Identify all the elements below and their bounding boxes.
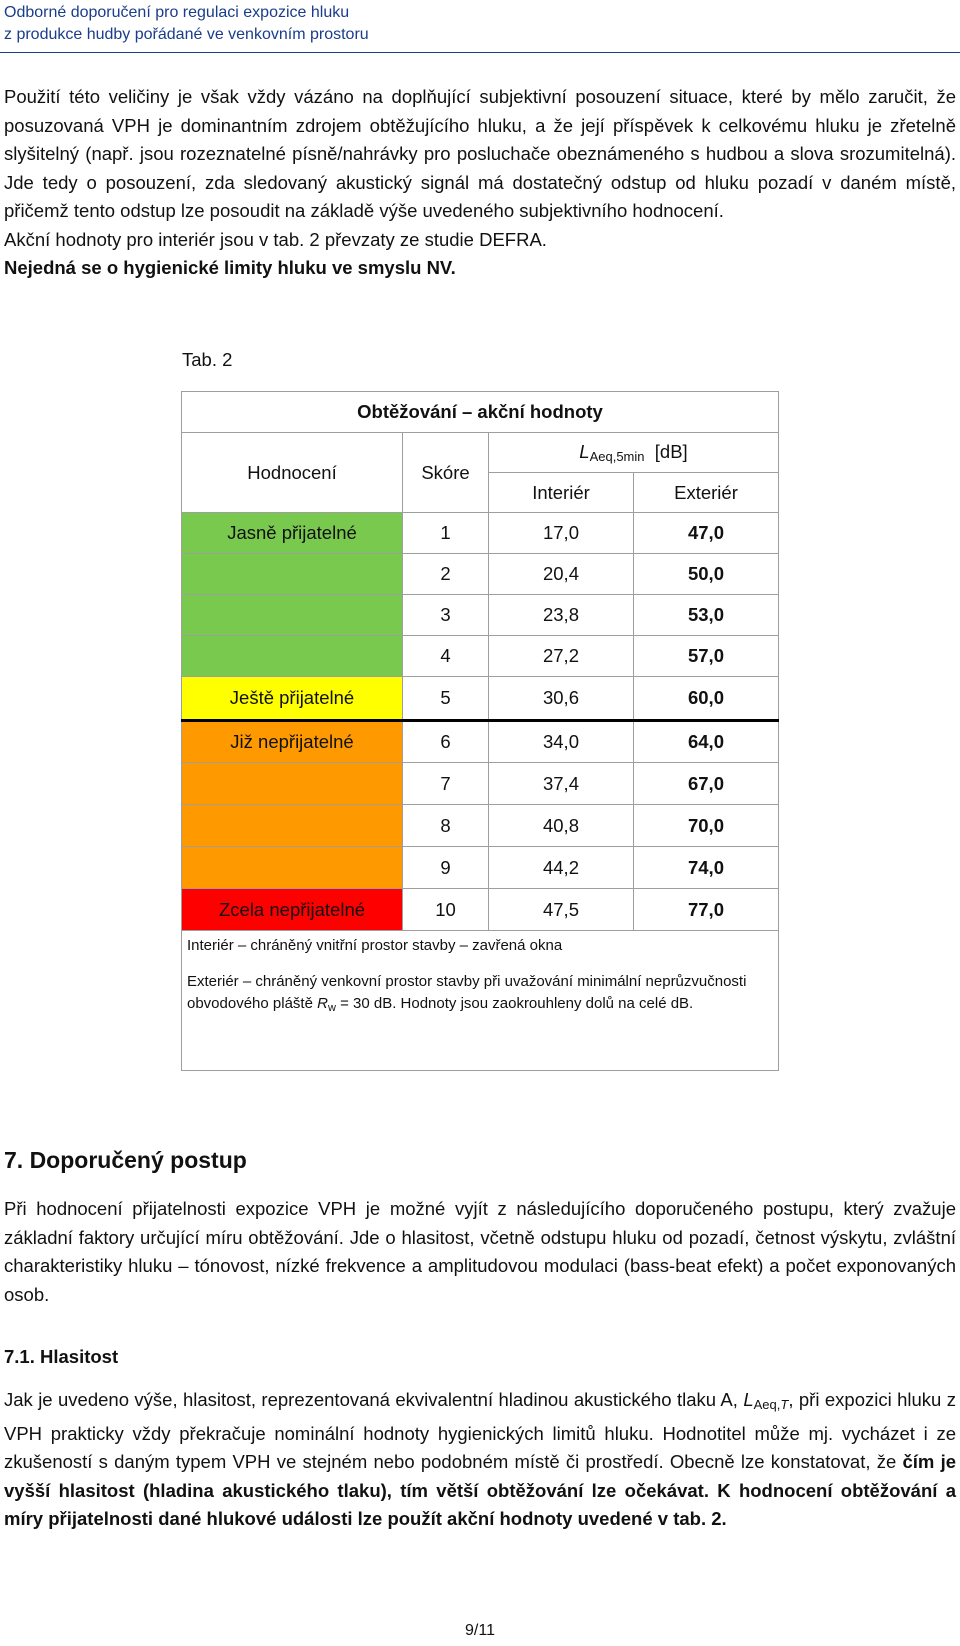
rating-label	[182, 763, 403, 805]
rating-label: Jasně přijatelné	[182, 513, 403, 554]
section-7-1-body	[4, 1386, 956, 1534]
intro-paragraph: Použití této veličiny je však vždy vázáno na doplňující subjektivní posouzení situace, které by mělo zaručit, že posuzovaná VPH je dominantním zdrojem obtěžujícího hluku, a že její příspěvek k celkovému hluku je zřetelně slyšitelný (např. jsou rozeznatelné písně/nahrávky pro posluchače obeznámeného s hudbou a slova srozumitelná). Jde tedy o posouzení, zda sledovaný akustický signál má dostatečný odstup od hluku pozadí v daném místě, přičemž tento odstup lze posoudit na základě výše uvedeného subjektivního hodnocení.	[4, 86, 956, 221]
section-7-body	[4, 1195, 956, 1309]
table-title: Obtěžování – akční hodnoty	[182, 392, 779, 433]
section-7-heading: 7. Doporučený postup	[4, 1147, 247, 1173]
exterior-value: 60,0	[634, 677, 779, 721]
exterior-value: 53,0	[634, 595, 779, 636]
exterior-value: 77,0	[634, 889, 779, 931]
paragraph-bold-conclusion: čím je vyšší hlasitost (hladina akustického tlaku), tím větší obtěžování lze očekávat. K hodnocení obtěžování a míry přijatelnosti dané hlukové události lze použít akční hodnoty uvedené v tab. 2.	[4, 1451, 956, 1529]
page-number: 9/11	[465, 1622, 495, 1639]
level-subscript-part: Aeq,	[753, 1397, 781, 1412]
header-line-2: z produkce hudby pořádané ve venkovním prostoru	[4, 26, 369, 43]
paragraph-part-1: Jak je uvedeno výše, hlasitost, reprezentovaná ekvivalentní hladinou akustického tlaku A,	[4, 1389, 738, 1410]
interior-value: 40,8	[489, 805, 634, 847]
note-exterior-tail: = 30 dB. Hodnoty jsou zaokrouhleny dolů na celé dB.	[335, 995, 694, 1012]
note-exterior-text: Exteriér – chráněný venkovní prostor stavby při uvažování minimální neprůzvučnosti obvodového pláště	[187, 972, 747, 1012]
score-cell: 7	[403, 763, 489, 805]
rating-label: Zcela nepřijatelné	[182, 889, 403, 931]
score-cell: 3	[403, 595, 489, 636]
score-cell: 8	[403, 805, 489, 847]
section-7-paragraph: Při hodnocení přijatelnosti expozice VPH je možné vyjít z následujícího doporučeného postupu, který zvažuje základní faktory určující míru obtěžování. Jde o hlasitost, včetně odstupu hluku od pozadí, četnost výskytu, zvláštní charakteristiky hluku – tónovost, nízké frekvence a amplitudovou modulaci (bass-beat efekt) a počet exponovaných osob.	[4, 1198, 956, 1305]
action-values-table	[181, 391, 779, 1071]
header-interior: Interiér	[489, 473, 634, 513]
rating-label: Ještě přijatelné	[182, 677, 403, 721]
exterior-value: 74,0	[634, 847, 779, 889]
header-rule	[0, 52, 960, 53]
exterior-value: 47,0	[634, 513, 779, 554]
interior-value: 34,0	[489, 721, 634, 763]
exterior-value: 57,0	[634, 636, 779, 677]
exterior-value: 50,0	[634, 554, 779, 595]
level-symbol: L	[579, 441, 590, 462]
interior-value: 20,4	[489, 554, 634, 595]
score-cell: 9	[403, 847, 489, 889]
header-level	[489, 433, 779, 473]
page-header	[4, 2, 369, 46]
score-cell: 5	[403, 677, 489, 721]
interior-value: 23,8	[489, 595, 634, 636]
header-exterior: Exteriér	[634, 473, 779, 513]
score-cell: 4	[403, 636, 489, 677]
action-values-note: Akční hodnoty pro interiér jsou v tab. 2 převzaty ze studie DEFRA.	[4, 228, 547, 250]
interior-value: 47,5	[489, 889, 634, 931]
section-7-1-paragraph	[4, 1386, 956, 1534]
rating-label	[182, 554, 403, 595]
section-7-1-heading: 7.1. Hlasitost	[4, 1346, 119, 1367]
score-cell: 1	[403, 513, 489, 554]
interior-value: 37,4	[489, 763, 634, 805]
intro-section	[4, 83, 956, 283]
exterior-value: 70,0	[634, 805, 779, 847]
interior-value: 30,6	[489, 677, 634, 721]
header-score: Skóre	[403, 433, 489, 513]
header-line-1: Odborné doporučení pro regulaci expozice hluku	[4, 4, 350, 21]
score-cell: 6	[403, 721, 489, 763]
level-unit: [dB]	[654, 441, 688, 462]
score-cell: 10	[403, 889, 489, 931]
not-hygienic-limits-note: Nejedná se o hygienické limity hluku ve smyslu NV.	[4, 257, 456, 278]
header-rating: Hodnocení	[182, 433, 403, 513]
exterior-value: 64,0	[634, 721, 779, 763]
interior-value: 17,0	[489, 513, 634, 554]
interior-value: 27,2	[489, 636, 634, 677]
rating-label: Již nepřijatelné	[182, 721, 403, 763]
level-subscript-T: T	[780, 1397, 789, 1412]
exterior-value: 67,0	[634, 763, 779, 805]
rating-label	[182, 595, 403, 636]
rating-label	[182, 805, 403, 847]
rating-label	[182, 847, 403, 889]
rating-label	[182, 636, 403, 677]
note-exterior	[187, 971, 773, 1020]
level-symbol-inline: L	[743, 1389, 754, 1410]
table-notes	[182, 931, 779, 1071]
paragraph-part-2: , při expozici hluku z VPH prakticky vždy překračuje nominální hodnoty hygienických limitů hluku. Hodnotitel může mj. vycházet i ze zkušeností s daným typem VPH ve stejném nebo podobném místě či prostředí. Obecně lze konstatovat, že	[4, 1389, 957, 1472]
score-cell: 2	[403, 554, 489, 595]
level-subscript: Aeq,5min	[589, 449, 645, 464]
level-subscript-inline	[754, 1397, 789, 1412]
note-exterior-subscript: w	[327, 1002, 336, 1014]
note-interior: Interiér – chráněný vnitřní prostor stavby – zavřená okna	[187, 937, 563, 954]
table-caption: Tab. 2	[182, 349, 233, 370]
interior-value: 44,2	[489, 847, 634, 889]
note-exterior-symbol: R	[317, 995, 328, 1012]
